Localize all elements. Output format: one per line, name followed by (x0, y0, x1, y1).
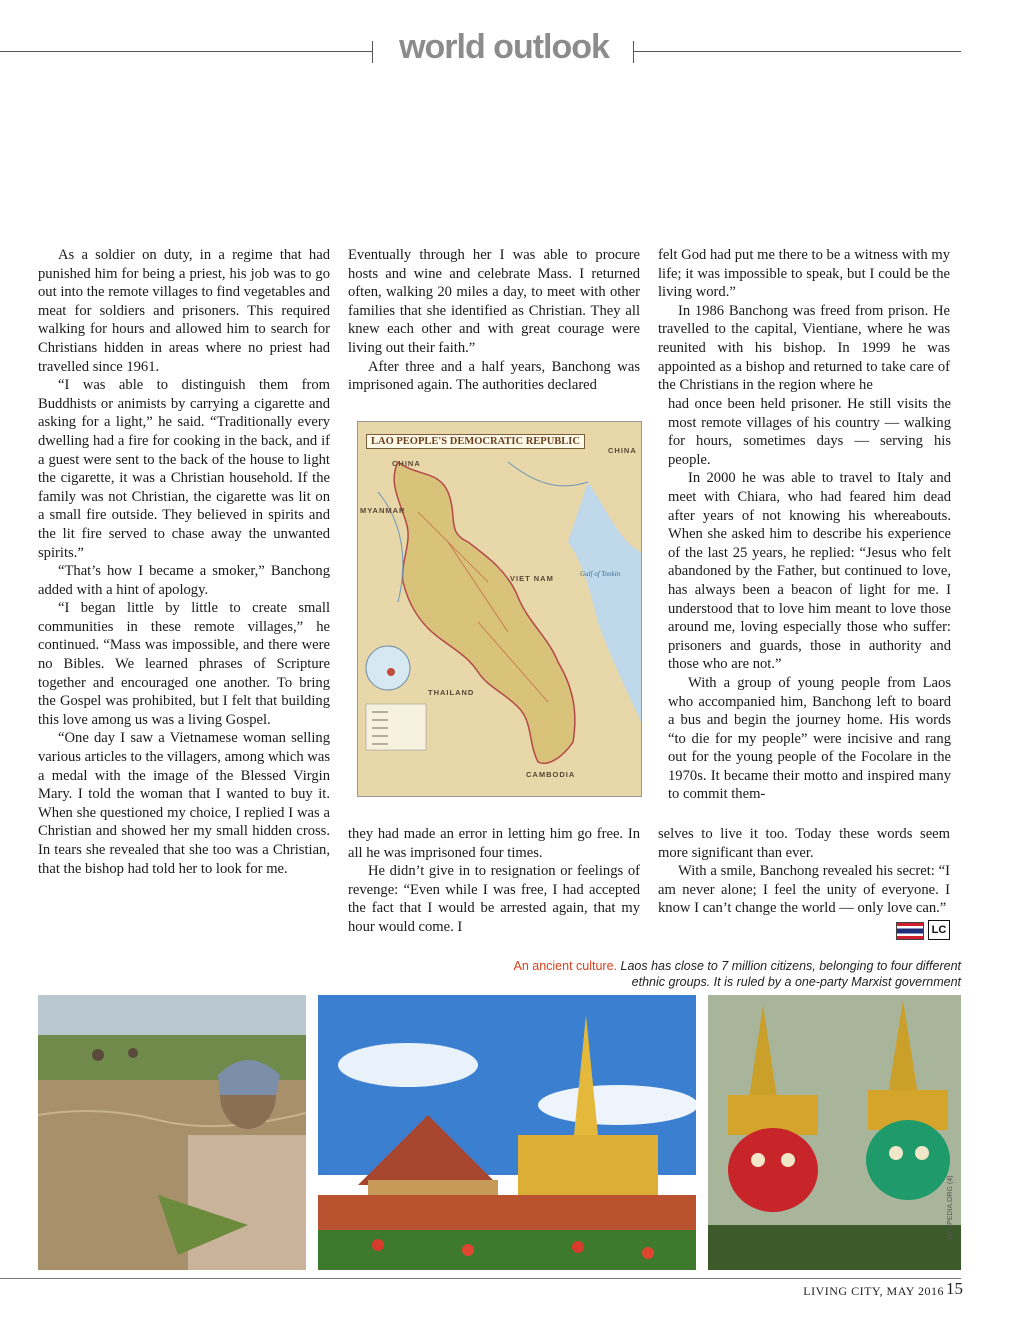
map-label-cambodia: CAMBODIA (526, 770, 576, 779)
rice-paddy-worker-photo (38, 995, 306, 1270)
map-label-china-east: CHINA (608, 446, 637, 455)
paragraph: “One day I saw a Vietnamese woman selling various articles to the villagers, among which was a medal with the image of the Blessed Virgin Mary. I told the woman that I wanted to buy it. When she questioned my choice, I replied I was a Christian and showed her my small hidden cross. In tears she revealed that she too was a Christian, that the bishop had told her to look for me. (38, 730, 330, 877)
that-luang-stupa-photo (318, 995, 696, 1270)
caption-body: Laos has close to 7 million citizens, belonging to four different ethnic groups. It is ruled by a one-party Marxist government (620, 959, 961, 989)
laos-map (357, 421, 642, 797)
paragraph: felt God had put me there to be a witness with my life; it was impossible to speak, but I could be the living word.” (658, 247, 950, 301)
article-column-1 (38, 246, 330, 878)
map-label-china-west: CHINA (392, 459, 421, 468)
paragraph: After three and a half years, Banchong was imprisoned again. The authorities declared (348, 358, 640, 394)
map-graphic (358, 422, 641, 796)
article-column-2-top (348, 246, 640, 395)
article-column-3-bottom (658, 825, 950, 918)
map-label-vietnam: VIET NAM (510, 574, 554, 583)
paragraph: Eventually through her I was able to procure hosts and wine and celebrate Mass. I returned often, walking 20 miles a day, to meet with other families that she identified as Christian. They all knew each other and with great courage were living out their faith.” (348, 247, 640, 356)
header-tick-right (633, 41, 634, 63)
thailand-flag-icon (896, 922, 924, 940)
paragraph: they had made an error in letting him go free. In all he was imprisoned four times. (348, 826, 640, 861)
paragraph: “That’s how I became a smoker,” Banchong added with a hint of apology. (38, 563, 330, 598)
paragraph: As a soldier on duty, in a regime that had punished him for being a priest, his job was to go out into the remote villages to find vegetables and meat for soldiers and prisoners. This required walking for hours and allowed him to search for Christians hidden in areas where no priest had travelled since 1961. (38, 247, 330, 375)
map-label-gulf: Gulf of Tonkin (580, 570, 621, 578)
header-tick-left (372, 41, 373, 63)
footer-rule (0, 1278, 961, 1279)
paragraph: In 1986 Banchong was freed from prison. He travelled to the capital, Vientiane, where he was reunited with his bishop. In 1999 he was appointed as a bishop and returned to take care of the Christians in the region where he (658, 302, 950, 394)
paragraph: With a smile, Banchong revealed his secret: “I am never alone; I feel the unity of everyone. I know I can’t change the world — only love can.” (658, 863, 950, 917)
paragraph: In 2000 he was able to travel to Italy and meet with Chiara, who had feared him dead after years of not knowing his whereabouts. When she asked him to describe his experience of the last 25 years, he replied: “Jesus who felt abandoned by the Father, but continued to love, has always been a beacon of light for me. I understood that to love him meant to love those around me, loving especially those who suffer: prisoners and guards, those in authority and those who are not.” (668, 470, 951, 673)
article-column-3-top (658, 246, 950, 395)
living-city-logo: LC (928, 920, 950, 940)
publication-line: LIVING CITY, MAY 2016 (803, 1284, 944, 1298)
map-label-myanmar: MYANMAR (360, 506, 406, 515)
map-title: LAO PEOPLE'S DEMOCRATIC REPUBLIC (366, 434, 585, 449)
photo-credit: WIKIPEDIA.ORG (4) (947, 1175, 954, 1240)
article-column-3-middle (668, 395, 951, 804)
map-label-thailand: THAILAND (428, 688, 475, 697)
caption-lead: An ancient culture. (513, 959, 618, 973)
masked-dancers-photo (708, 995, 961, 1270)
page-number: 15 (946, 1279, 963, 1298)
paragraph: “I began little by little to create small communities in these remote villages,” he continued. “Mass was impossible, and there were no Bibles. We learned phrases of Scripture together and encouraged one another. To bring the Gospel was prohibited, but I felt that building this love among us was a living Gospel. (38, 600, 330, 728)
paragraph: He didn’t give in to resignation or feelings of revenge: “Even while I was free, I had accepted the fact that I would be arrested again, that my hour would come. I (348, 863, 640, 935)
header-rule-left (0, 51, 372, 52)
paragraph: With a group of young people from Laos who accompanied him, Banchong left to board a bus and begin the journey home. His words “to die for my people” were incisive and rang out for the young people of the Focolare in the 1970s. It became their motto and inspired many to commit them- (668, 674, 951, 803)
header-rule-right (633, 51, 961, 52)
article-column-2-bottom (348, 825, 640, 937)
paragraph: had once been held prisoner. He still visits the most remote villages of his country — walking for hours, sometimes days — serving his people. (668, 396, 951, 468)
photo-caption (481, 958, 961, 990)
paragraph: selves to live it too. Today these words seem more significant than ever. (658, 826, 950, 861)
section-title: world outlook (399, 28, 609, 66)
paragraph: “I was able to distinguish them from Buddhists or animists by carrying a cigarette and asking for a light,” he said. “Traditionally every dwelling had a fire for cooking in the back, and if a guest were sent to the back of the house to light the cigarette, it was a Christian household. If the family was not Christian, the cigarette was lit on a small fire outside. They believed in spirits and the lit fire served to chase away the unwanted spirits.” (38, 377, 330, 561)
